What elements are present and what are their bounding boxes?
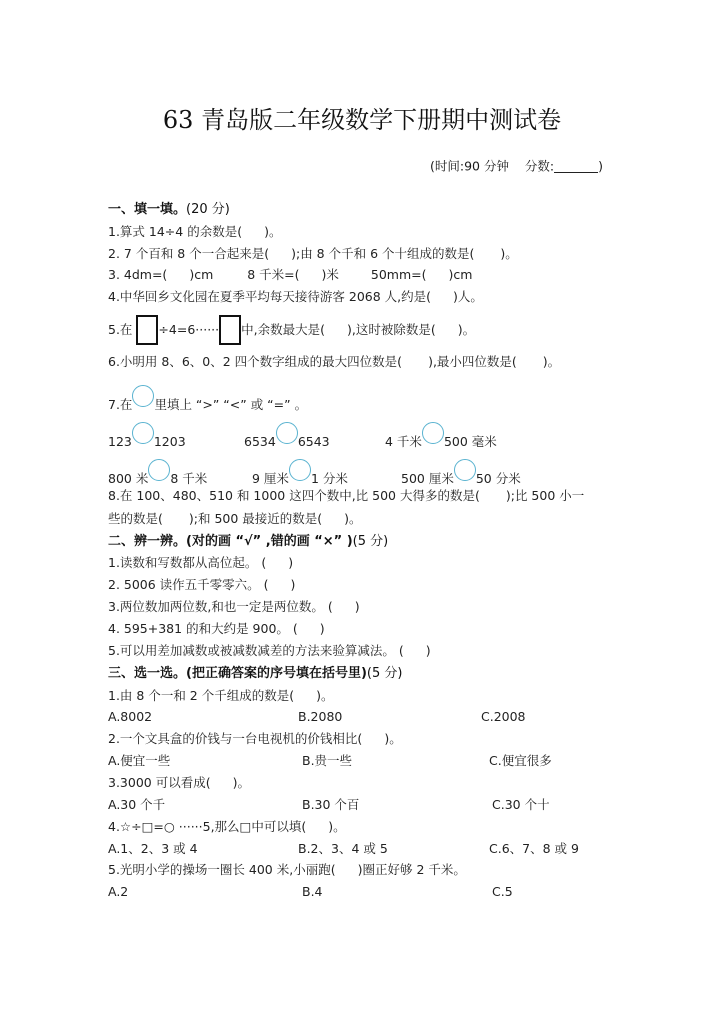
compare-left: 500 厘米 bbox=[401, 471, 454, 486]
compare-circle[interactable] bbox=[276, 422, 298, 444]
compare-item-5 bbox=[252, 459, 348, 490]
compare-right: 1 分米 bbox=[310, 471, 348, 486]
section-heading-text: 一、填一填。 bbox=[108, 202, 187, 217]
choice-question-5 bbox=[108, 864, 466, 877]
question-1-5 bbox=[108, 314, 475, 345]
question-text: )米 bbox=[321, 267, 339, 282]
choice-2-option-a[interactable]: A.便宜一些 bbox=[108, 753, 171, 768]
question-text: 50mm=( bbox=[370, 267, 427, 282]
question-text: );由 8 个千和 6 个十组成的数是( bbox=[291, 246, 475, 261]
compare-right: 500 毫米 bbox=[443, 434, 497, 449]
judge-item-5 bbox=[108, 645, 431, 658]
choice-4-option-a[interactable]: A.1、2、3 或 4 bbox=[108, 841, 198, 856]
choice-text: 1.由 8 个一和 2 个千组成的数是( bbox=[108, 688, 295, 703]
question-text: 中,余数最大是( bbox=[241, 322, 325, 337]
choice-3-option-c[interactable]: C.30 个十 bbox=[492, 797, 550, 812]
choice-3-option-a[interactable]: A.30 个千 bbox=[108, 797, 166, 812]
exam-meta bbox=[430, 160, 603, 173]
compare-right: 6543 bbox=[297, 434, 330, 449]
question-text: 3. 4dm=( bbox=[108, 267, 168, 282]
question-1-1 bbox=[108, 226, 281, 239]
question-text: 1.算式 14÷4 的余数是( bbox=[108, 224, 243, 239]
judge-close: ) bbox=[425, 643, 431, 658]
section-points: (5 分) bbox=[366, 666, 403, 681]
section-points: (5 分) bbox=[352, 534, 389, 549]
compare-item-6 bbox=[401, 459, 521, 490]
choice-1-option-c[interactable]: C.2008 bbox=[481, 709, 526, 724]
question-text: )。 bbox=[457, 322, 476, 337]
question-text: 里填上 “>” “<” 或 “=” 。 bbox=[154, 397, 308, 412]
choice-5-option-b[interactable]: B.4 bbox=[302, 884, 323, 899]
judge-item-4 bbox=[108, 623, 325, 636]
compare-left: 6534 bbox=[244, 434, 276, 449]
section-2-heading bbox=[108, 535, 388, 548]
compare-left: 800 米 bbox=[108, 471, 149, 486]
choice-2-option-b[interactable]: B.贵一些 bbox=[302, 753, 353, 768]
judge-text: 5.可以用差加减数或被减数减差的方法来验算减法。 ( bbox=[108, 643, 404, 658]
score-blank[interactable] bbox=[554, 160, 598, 173]
section-1-heading bbox=[108, 203, 230, 216]
compare-item-2 bbox=[244, 422, 330, 453]
compare-left: 123 bbox=[108, 434, 132, 449]
choice-close: )。 bbox=[328, 819, 346, 834]
compare-circle-icon bbox=[132, 385, 154, 407]
remainder-box[interactable] bbox=[219, 315, 241, 345]
question-1-8-line-1 bbox=[108, 490, 584, 503]
choice-4-option-b[interactable]: B.2、3、4 或 5 bbox=[298, 841, 388, 856]
choice-2-option-c[interactable]: C.便宜很多 bbox=[489, 753, 552, 768]
question-text: )cm bbox=[448, 267, 473, 282]
choice-close: )。 bbox=[232, 775, 250, 790]
time-label: (时间:90 分钟 bbox=[430, 158, 509, 174]
choice-text: 5.光明小学的操场一圈长 400 米,小丽跑( bbox=[108, 862, 336, 877]
choice-close: )。 bbox=[316, 688, 334, 703]
choice-4-option-c[interactable]: C.6、7、8 或 9 bbox=[489, 841, 579, 856]
section-3-heading bbox=[108, 667, 402, 680]
question-text: 2. 7 个百和 8 个一合起来是( bbox=[108, 246, 270, 261]
question-text: 8.在 100、480、510 和 1000 这四个数中,比 500 大得多的数是( bbox=[108, 488, 480, 503]
compare-right: 50 分米 bbox=[475, 471, 521, 486]
judge-item-3 bbox=[108, 601, 360, 614]
compare-item-4 bbox=[108, 459, 207, 490]
question-1-4 bbox=[108, 291, 483, 304]
compare-circle[interactable] bbox=[422, 422, 444, 444]
choice-question-3 bbox=[108, 777, 250, 790]
choice-text: 3.3000 可以看成( bbox=[108, 775, 211, 790]
compare-right: 8 千米 bbox=[170, 471, 208, 486]
choice-text: 4.☆÷□=○ ······5,那么□中可以填( bbox=[108, 819, 307, 834]
compare-circle[interactable] bbox=[148, 459, 170, 481]
choice-text: 2.一个文具盒的价钱与一台电视机的价钱相比( bbox=[108, 731, 363, 746]
choice-1-option-a[interactable]: A.8002 bbox=[108, 709, 153, 724]
question-1-7 bbox=[108, 385, 307, 416]
choice-question-1 bbox=[108, 690, 334, 703]
question-text: 8 千米=( bbox=[247, 267, 300, 282]
question-text: );和 500 最接近的数是( bbox=[188, 511, 323, 526]
question-text: 4.中华回乡文化园在夏季平均每天接待游客 2068 人,约是( bbox=[108, 289, 432, 304]
judge-close: ) bbox=[319, 621, 325, 636]
meta-close: ) bbox=[598, 158, 603, 174]
compare-left: 4 千米 bbox=[385, 434, 422, 449]
question-text: )。 bbox=[344, 511, 362, 526]
question-1-8-line-2 bbox=[108, 513, 362, 526]
choice-3-option-b[interactable]: B.30 个百 bbox=[302, 797, 360, 812]
judge-text: 3.两位数加两位数,和也一定是两位数。 ( bbox=[108, 599, 333, 614]
compare-right: 1203 bbox=[153, 434, 186, 449]
choice-close: )。 bbox=[384, 731, 402, 746]
question-text: ),这时被除数是( bbox=[346, 322, 436, 337]
question-1-3 bbox=[108, 269, 472, 282]
compare-circle[interactable] bbox=[454, 459, 476, 481]
choice-5-option-c[interactable]: C.5 bbox=[492, 884, 513, 899]
question-text: )。 bbox=[264, 224, 282, 239]
question-text: )。 bbox=[542, 354, 561, 369]
judge-close: ) bbox=[290, 577, 296, 592]
judge-item-2 bbox=[108, 579, 295, 592]
question-text: ),最小四位数是( bbox=[428, 354, 517, 369]
compare-item-1 bbox=[108, 422, 186, 453]
question-text: 6.小明用 8、6、0、2 四个数字组成的最大四位数是( bbox=[108, 354, 403, 369]
choice-close: )圈正好够 2 千米。 bbox=[357, 862, 466, 877]
judge-close: ) bbox=[354, 599, 360, 614]
section-heading-text: 二、辨一辨。(对的画 “√” ,错的画 “×” ) bbox=[108, 534, 353, 549]
section-points: (20 分) bbox=[186, 202, 230, 217]
question-1-6 bbox=[108, 356, 560, 369]
dividend-box[interactable] bbox=[136, 315, 158, 345]
question-text: 些的数是( bbox=[108, 511, 163, 526]
choice-1-option-b[interactable]: B.2080 bbox=[298, 709, 343, 724]
question-text: )人。 bbox=[453, 289, 483, 304]
judge-item-1 bbox=[108, 557, 293, 570]
question-text: ÷4=6······ bbox=[158, 322, 220, 337]
choice-question-2 bbox=[108, 733, 402, 746]
choice-question-4 bbox=[108, 821, 346, 834]
page-title: 63 青岛版二年级数学下册期中测试卷 bbox=[162, 106, 562, 134]
section-heading-text: 三、选一选。(把正确答案的序号填在括号里) bbox=[108, 666, 367, 681]
question-text: 5.在 bbox=[108, 322, 133, 337]
compare-left: 9 厘米 bbox=[252, 471, 289, 486]
judge-text: 4. 595+381 的和大约是 900。 ( bbox=[108, 621, 298, 636]
compare-item-3 bbox=[385, 422, 497, 453]
question-text: );比 500 小一 bbox=[505, 488, 585, 503]
judge-text: 1.读数和写数都从高位起。 ( bbox=[108, 555, 267, 570]
question-1-2 bbox=[108, 248, 518, 261]
question-text: )cm bbox=[189, 267, 214, 282]
choice-5-option-a[interactable]: A.2 bbox=[108, 884, 129, 899]
judge-close: ) bbox=[288, 555, 294, 570]
score-label: 分数: bbox=[524, 158, 555, 174]
compare-circle[interactable] bbox=[289, 459, 311, 481]
compare-circle[interactable] bbox=[132, 422, 154, 444]
judge-text: 2. 5006 读作五千零零六。 ( bbox=[108, 577, 269, 592]
question-text: 7.在 bbox=[108, 397, 133, 412]
question-text: )。 bbox=[500, 246, 518, 261]
